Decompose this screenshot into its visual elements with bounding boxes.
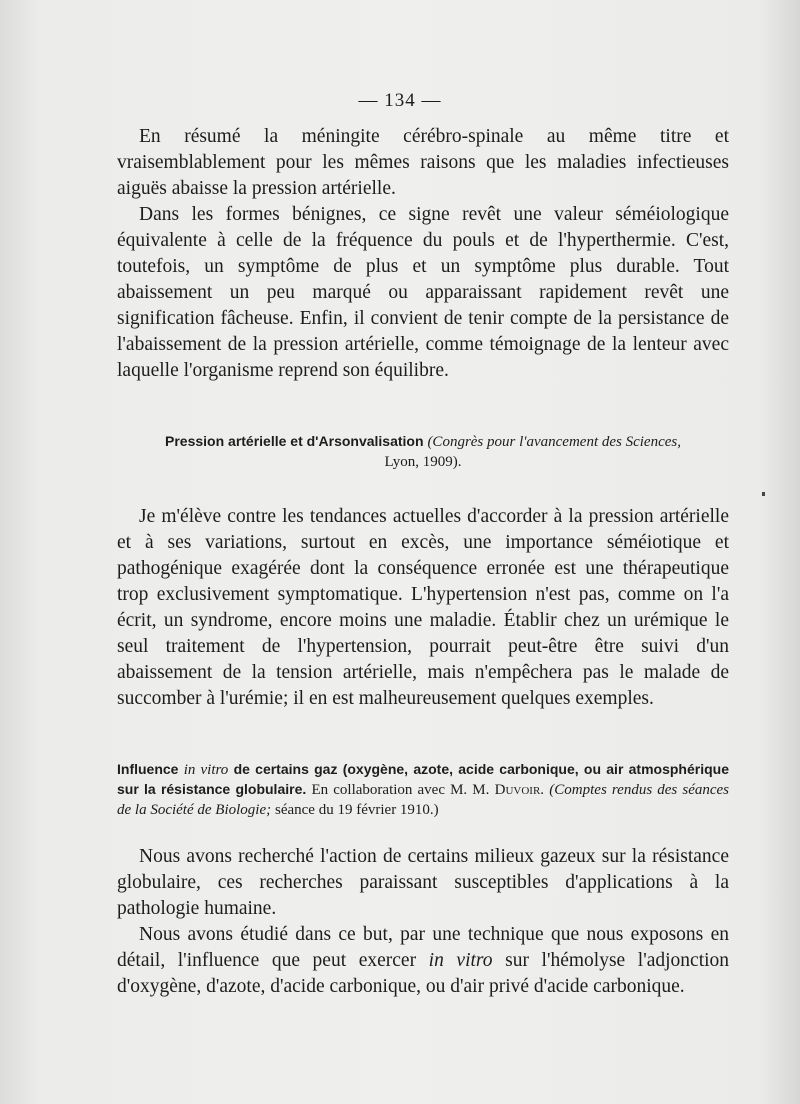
article-title-influence (117, 760, 729, 820)
title-citation-end: Lyon, 1909). (384, 454, 462, 470)
article-title-arsonvalisation (117, 432, 729, 472)
research-text-a: Nous avons étudié dans ce but, par une technique que nous exposons en détail, l'influence que peut exercer (117, 924, 729, 971)
paragraph-research-2 (117, 922, 729, 1000)
research-text-italic: in vitro (428, 950, 493, 971)
research-text-b: sur l'hémolyse l'adjonction d'oxygène, d'azote, d'acide carbonique, ou d'air privé d'acide carbonique. (117, 950, 730, 997)
ink-speck (762, 492, 765, 496)
paragraph-summary-2: Dans les formes bénignes, ce signe revêt une valeur séméiologique équivalente à celle de la fréquence du pouls et de l'hyperthermie. C'est, toutefois, un symptôme de plus et un symptôme plus durable. Tout abaissement un peu marqué ou apparaissant rapidement revêt une signification fâcheuse. Enfin, il convient de tenir compte de la persistance de l'abaissement de la pression artérielle, comme témoignage de la lenteur avec laquelle l'organisme reprend son équilibre. (117, 204, 729, 381)
title2-bold-b: de certains gaz (oxygène, azote, acide carbonique, ou air atmosphérique sur la résistance globulaire. (117, 761, 729, 797)
title-bold: Pression artérielle et d'Arsonvalisation (165, 433, 424, 449)
title2-collab: En collaboration avec M. M. (311, 782, 490, 798)
page-number: — 134 — (358, 90, 442, 111)
section-research (117, 844, 729, 1000)
title2-bold-a: Influence (117, 761, 179, 777)
paragraph-summary-1: En résumé la méningite cérébro-spinale au même titre et vraisemblablement pour les mêmes raisons que les maladies infectieuses aiguës abaisse la pression artérielle. (117, 126, 729, 199)
title2-italic-a: in vitro (183, 762, 229, 778)
title2-author: Duvoir. (494, 782, 545, 798)
paragraph-research-1: Nous avons recherché l'action de certains milieux gazeux sur la résistance globulaire, ces recherches paraissant susceptibles d'applications à la pathologie humaine. (117, 846, 729, 919)
title2-journal: (Comptes rendus des séances de la Société de Biologie; (117, 782, 730, 818)
section-summary (117, 124, 729, 384)
section-hypertension (117, 504, 729, 712)
title-citation: (Congrès pour l'avancement des Sciences, (427, 434, 681, 450)
title2-date: séance du 19 février 1910.) (275, 802, 439, 818)
paragraph-hypertension: Je m'élève contre les tendances actuelles d'accorder à la pression artérielle et à ses variations, surtout en excès, une importance séméiotique et pathogénique exagérée dont la conséquence erronée est une thérapeutique trop exclusivement symptomatique. L'hypertension n'est pas, comme on l'a écrit, un syndrome, encore moins une maladie. Établir chez un urémique le seul traitement de l'hypertension, pourrait peut-être être suivi d'un abaissement de la tension artérielle, mais n'empêchera pas le malade de succomber à l'urémie; il en est malheureusement quelques exemples. (117, 506, 729, 709)
